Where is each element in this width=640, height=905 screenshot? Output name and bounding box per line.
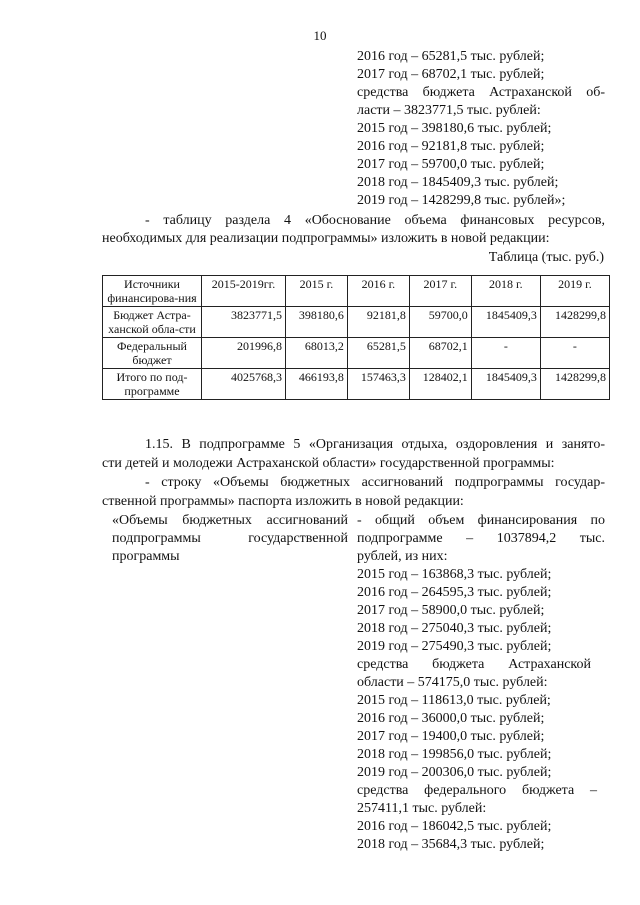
table-cell: 92181,8 xyxy=(347,307,409,338)
table-cell: - xyxy=(471,338,540,369)
table-cell: 1428299,8 xyxy=(540,369,609,400)
right-column-line: 2019 год – 275490,3 тыс. рублей; xyxy=(357,639,552,654)
text-line: ласти – 3823771,5 тыс. рублей: xyxy=(357,103,541,118)
right-column-line: - общий объем финансирования по xyxy=(357,513,605,528)
table-cell: 201996,8 xyxy=(202,338,286,369)
table-header-row xyxy=(103,276,610,307)
table-header-cell: Источники финансирова-ния xyxy=(103,276,202,307)
right-column-line: рублей, из них: xyxy=(357,549,448,564)
table-cell: 4025768,3 xyxy=(202,369,286,400)
table-cell: 3823771,5 xyxy=(202,307,286,338)
right-column-line: 2015 год – 163868,3 тыс. рублей; xyxy=(357,567,552,582)
right-column-line: 2015 год – 118613,0 тыс. рублей; xyxy=(357,693,551,708)
right-column-line: 2016 год – 186042,5 тыс. рублей; xyxy=(357,819,552,834)
table-cell: 1845409,3 xyxy=(471,307,540,338)
table-header-cell: 2016 г. xyxy=(347,276,409,307)
table-cell: - xyxy=(540,338,609,369)
table-cell: 128402,1 xyxy=(409,369,471,400)
text-line: 2017 год – 68702,1 тыс. рублей; xyxy=(357,67,545,82)
table-header-cell: 2018 г. xyxy=(471,276,540,307)
table-header-cell: 2017 г. xyxy=(409,276,471,307)
right-column-line: средства федерального бюджета – xyxy=(357,783,597,798)
financing-table xyxy=(102,275,610,400)
table-cell: 466193,8 xyxy=(285,369,347,400)
right-column-line: 2017 год – 58900,0 тыс. рублей; xyxy=(357,603,545,618)
text-line: 2019 год – 1428299,8 тыс. рублей»; xyxy=(357,193,566,208)
section-heading-line: сти детей и молодежи Астраханской области» государственной программы: xyxy=(102,456,555,471)
table-cell: Бюджет Астра-ханской обла-сти xyxy=(103,307,202,338)
paragraph-line: ственной программы» паспорта изложить в новой редакции: xyxy=(102,494,464,509)
section-heading-line: 1.15. В подпрограмме 5 «Организация отдыха, оздоровления и занято- xyxy=(145,437,605,452)
table-cell: 59700,0 xyxy=(409,307,471,338)
table-header-cell: 2015 г. xyxy=(285,276,347,307)
table-cell: Итого по под-программе xyxy=(103,369,202,400)
table-header-cell: 2019 г. xyxy=(540,276,609,307)
table-row xyxy=(103,338,610,369)
text-line: 2018 год – 1845409,3 тыс. рублей; xyxy=(357,175,559,190)
right-column-line: 2016 год – 264595,3 тыс. рублей; xyxy=(357,585,552,600)
table-cell: 157463,3 xyxy=(347,369,409,400)
table-cell: 1428299,8 xyxy=(540,307,609,338)
right-column-line: подпрограмме – 1037894,2 тыс. xyxy=(357,531,605,546)
page-number: 10 xyxy=(313,28,327,43)
right-column-line: 2016 год – 36000,0 тыс. рублей; xyxy=(357,711,545,726)
table-cell: 68013,2 xyxy=(285,338,347,369)
left-column-line: «Объемы бюджетных ассигнований xyxy=(112,513,348,528)
text-line: 2017 год – 59700,0 тыс. рублей; xyxy=(357,157,545,172)
table-row xyxy=(103,307,610,338)
table-caption: Таблица (тыс. руб.) xyxy=(488,250,604,265)
right-column-line: 2017 год – 19400,0 тыс. рублей; xyxy=(357,729,545,744)
left-column-line: подпрограммы государственной xyxy=(112,531,348,546)
paragraph-line: - строку «Объемы бюджетных ассигнований подпрограммы государ- xyxy=(145,475,605,490)
left-column-line: программы xyxy=(112,549,180,564)
table-row xyxy=(103,369,610,400)
right-column-line: 257411,1 тыс. рублей: xyxy=(357,801,487,816)
table-cell: Федеральный бюджет xyxy=(103,338,202,369)
table-cell: 68702,1 xyxy=(409,338,471,369)
text-line: 2015 год – 398180,6 тыс. рублей; xyxy=(357,121,552,136)
right-column-line: средства бюджета Астраханской xyxy=(357,657,591,672)
table-cell: 65281,5 xyxy=(347,338,409,369)
paragraph-line: необходимых для реализации подпрограммы» изложить в новой редакции: xyxy=(102,231,550,246)
text-line: 2016 год – 92181,8 тыс. рублей; xyxy=(357,139,545,154)
text-line: 2016 год – 65281,5 тыс. рублей; xyxy=(357,49,545,64)
paragraph-line: - таблицу раздела 4 «Обоснование объема финансовых ресурсов, xyxy=(145,213,605,228)
right-column-line: 2019 год – 200306,0 тыс. рублей; xyxy=(357,765,552,780)
text-line: средства бюджета Астраханской об- xyxy=(357,85,605,100)
table-cell: 1845409,3 xyxy=(471,369,540,400)
table-header-cell: 2015-2019гг. xyxy=(202,276,286,307)
right-column-line: 2018 год – 275040,3 тыс. рублей; xyxy=(357,621,552,636)
table-cell: 398180,6 xyxy=(285,307,347,338)
right-column-line: 2018 год – 35684,3 тыс. рублей; xyxy=(357,837,545,852)
right-column-line: области – 574175,0 тыс. рублей: xyxy=(357,675,548,690)
right-column-line: 2018 год – 199856,0 тыс. рублей; xyxy=(357,747,552,762)
